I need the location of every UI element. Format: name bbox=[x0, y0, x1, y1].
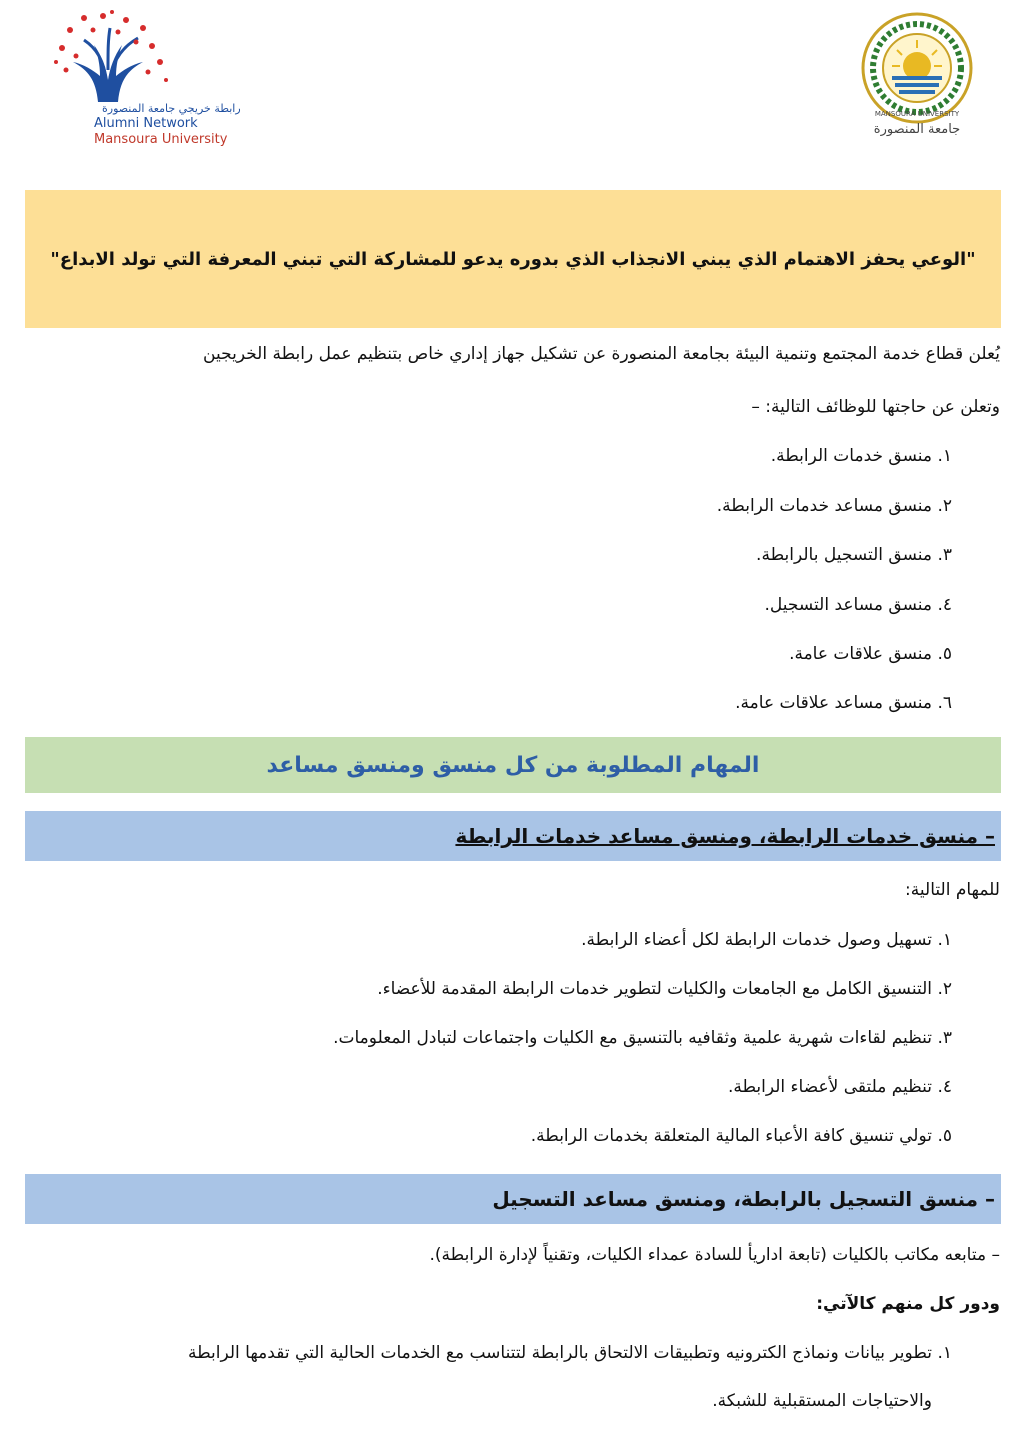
alumni-arabic-name: رابطة خريجي جامعة المنصورة bbox=[102, 102, 241, 115]
section-1-heading-bar bbox=[25, 811, 1001, 861]
section-2-heading-bar bbox=[25, 1174, 1001, 1224]
list-number: ١. bbox=[937, 1343, 952, 1363]
section-1-subheading: للمهام التالية: bbox=[905, 880, 1000, 900]
list-item: تسهيل وصول خدمات الرابطة لكل أعضاء الرابطة. bbox=[581, 930, 932, 950]
alumni-english-university: Mansoura University bbox=[94, 132, 228, 147]
list-item: التنسيق الكامل مع الجامعات والكليات لتطوير خدمات الرابطة المقدمة للأعضاء. bbox=[377, 979, 932, 999]
list-number: ٤. bbox=[937, 595, 952, 615]
intro-line-2: وتعلن عن حاجتها للوظائف التالية: – bbox=[751, 397, 1000, 417]
svg-text:MANSOURA UNIVERSITY: MANSOURA UNIVERSITY bbox=[874, 110, 960, 118]
seal-arabic-text: جامعة المنصورة bbox=[873, 122, 961, 137]
list-number: ٦. bbox=[937, 693, 952, 713]
alumni-network-logo bbox=[40, 10, 240, 145]
list-number: ٣. bbox=[937, 545, 952, 565]
university-seal-icon bbox=[852, 10, 982, 125]
section-2-heading: – منسق التسجيل بالرابطة، ومنسق مساعد التسجيل bbox=[492, 1187, 995, 1211]
list-number: ٢. bbox=[937, 979, 952, 999]
list-item: منسق التسجيل بالرابطة. bbox=[756, 545, 932, 565]
list-number: ٤. bbox=[937, 1077, 952, 1097]
list-item: تنظيم ملتقى لأعضاء الرابطة. bbox=[727, 1077, 932, 1097]
section-2-note: – متابعه مكاتب بالكليات (تابعة اداريأ للسادة عمداء الكليات، وتقنياً لإدارة الرابطة). bbox=[429, 1245, 1000, 1265]
list-number: ٥. bbox=[937, 1126, 952, 1146]
tree-hands-icon bbox=[48, 10, 188, 105]
list-item: منسق مساعد التسجيل. bbox=[764, 595, 932, 615]
section-1-heading: – منسق خدمات الرابطة، ومنسق مساعد خدمات الرابطة bbox=[455, 824, 995, 848]
list-item: تطوير بيانات ونماذج الكترونيه وتطبيقات الالتحاق بالرابطة لتتناسب مع الخدمات الحالية التي تقدمها الرابطة bbox=[187, 1343, 932, 1363]
quote-box bbox=[25, 190, 1001, 328]
list-number: ٢. bbox=[937, 496, 952, 516]
mansoura-university-seal bbox=[852, 10, 982, 150]
intro-line-1: يُعلن قطاع خدمة المجتمع وتنمية البيئة بجامعة المنصورة عن تشكيل جهاز إداري خاص بتنظيم عمل رابطة الخريجين bbox=[203, 344, 1000, 364]
list-item: تولي تنسيق كافة الأعباء المالية المتعلقة بخدمات الرابطة. bbox=[530, 1126, 932, 1146]
list-number: ٣. bbox=[937, 1028, 952, 1048]
list-item-continuation: والاحتياجات المستقبلية للشبكة. bbox=[712, 1391, 932, 1411]
alumni-english-name: Alumni Network bbox=[94, 116, 198, 131]
list-item: منسق مساعد علاقات عامة. bbox=[735, 693, 932, 713]
list-item: منسق علاقات عامة. bbox=[789, 644, 932, 664]
list-number: ٥. bbox=[937, 644, 952, 664]
tasks-heading-bar bbox=[25, 737, 1001, 793]
list-number: ١. bbox=[937, 930, 952, 950]
list-item: منسق خدمات الرابطة. bbox=[770, 446, 932, 466]
list-item: تنظيم لقاءات شهرية علمية وثقافيه بالتنسيق مع الكليات واجتماعات لتبادل المعلومات. bbox=[333, 1028, 932, 1048]
section-2-role-heading: ودور كل منهم كالآتي: bbox=[816, 1294, 1000, 1314]
tasks-heading: المهام المطلوبة من كل منسق ومنسق مساعد bbox=[266, 752, 760, 778]
quote-text: "الوعي يحفز الاهتمام الذي يبني الانجذاب الذي بدوره يدعو للمشاركة التي تبني المعرفة التي تولد الابداع" bbox=[50, 248, 976, 270]
list-number: ١. bbox=[937, 446, 952, 466]
list-item: منسق مساعد خدمات الرابطة. bbox=[716, 496, 932, 516]
